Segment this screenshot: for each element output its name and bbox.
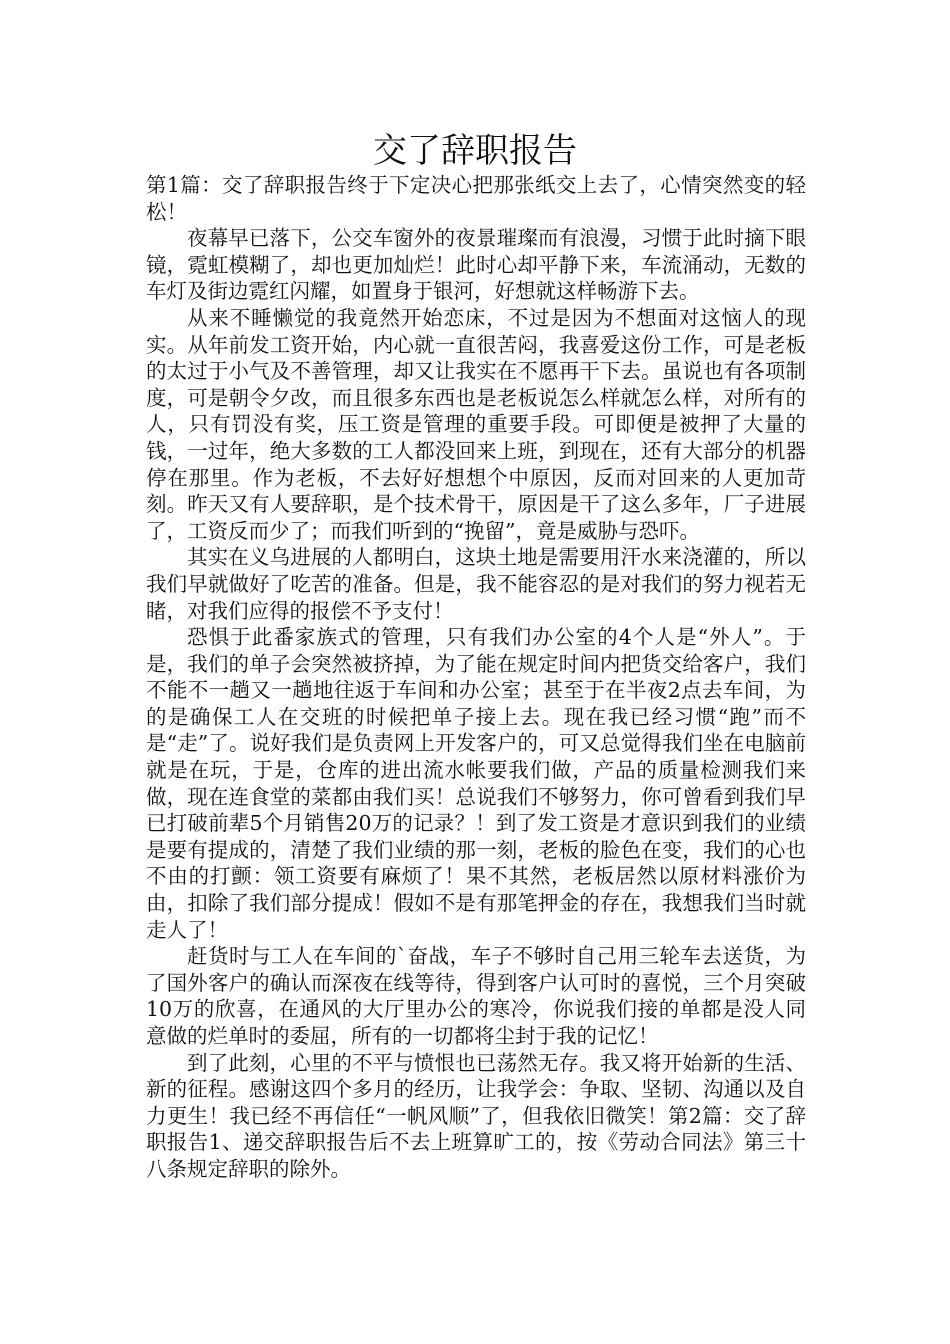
document-body — [146, 172, 806, 1183]
paragraph: 从来不睡懒觉的我竟然开始恋床，不过是因为不想面对这恼人的现实。从年前发工资开始，内心就一直很苦闷，我喜爱这份工作，可是老板的太过于小气及不善管理，却又让我实在不愿再干下去。虽说也有各项制度，可是朝令夕改，而且很多东西也是老板说怎么样就怎么样，对所有的人，只有罚没有奖，压工资是管理的重要手段。可即便是被押了大量的钱，一过年，绝大多数的工人都没回来上班，到现在，还有大部分的机器停在那里。作为老板，不去好好想想个中原因，反而对回来的人更加苛刻。昨天又有人要辞职，是个技术骨干，原因是干了这么多年，厂子进展了，工资反而少了；而我们听到的“挽留”，竟是威胁与恐吓。 — [146, 305, 806, 543]
paragraph: 赶货时与工人在车间的`奋战，车子不够时自己用三轮车去送货，为了国外客户的确认而深夜在线等待，得到客户认可时的喜悦，三个月突破10万的欣喜，在通风的大厅里办公的寒冷，你说我们接的单都是没人同意做的烂单时的委屈，所有的一切都将尘封于我的记忆！ — [146, 944, 806, 1048]
paragraph: 到了此刻，心里的不平与愤恨也已荡然无存。我又将开始新的生活、新的征程。感谢这四个多月的经历，让我学会：争取、坚韧、沟通以及自力更生！我已经不再信任“一帆风顺”了，但我依旧微笑！第2篇：交了辞职报告1、递交辞职报告后不去上班算旷工的，按《劳动合同法》第三十八条规定辞职的除外。 — [146, 1050, 806, 1181]
paragraph: 夜幕早已落下，公交车窗外的夜景璀璨而有浪漫，习惯于此时摘下眼镜，霓虹模糊了，却也更加灿烂！此时心却平静下来，车流涌动，无数的车灯及街边霓红闪耀，如置身于银河，好想就这样畅游下去。 — [146, 226, 806, 304]
paragraph: 其实在义乌进展的人都明白，这块土地是需要用汗水来浇灌的，所以我们早就做好了吃苦的准备。但是，我不能容忍的是对我们的努力视若无睹，对我们应得的报偿不予支付！ — [146, 545, 806, 623]
paragraph: 第1篇：交了辞职报告终于下定决心把那张纸交上去了，心情突然变的轻松！ — [146, 173, 806, 224]
paragraph: 恐惧于此番家族式的管理，只有我们办公室的4个人是“外人”。于是，我们的单子会突然被挤掉，为了能在规定时间内把货交给客户，我们不能不一趟又一趟地往返于车间和办公室；甚至于在半夜2点去车间，为的是确保工人在交班的时候把单子接上去。现在我已经习惯“跑”而不是“走”了。说好我们是负责网上开发客户的，可又总觉得我们坐在电脑前就是在玩，于是，仓库的进出流水帐要我们做，产品的质量检测我们来做，现在连食堂的菜都由我们买！总说我们不够努力，你可曾看到我们早已打破前辈5个月销售20万的记录？！到了发工资是才意识到我们的业绩是要有提成的，清楚了我们业绩的那一刻，老板的脸色在变，我们的心也不由的打颤：领工资要有麻烦了！果不其然，老板居然以原材料涨价为由，扣除了我们部分提成！假如不是有那笔押金的存在，我想我们当时就走人了！ — [146, 625, 806, 942]
document-title: 交了辞职报告 — [373, 131, 577, 171]
